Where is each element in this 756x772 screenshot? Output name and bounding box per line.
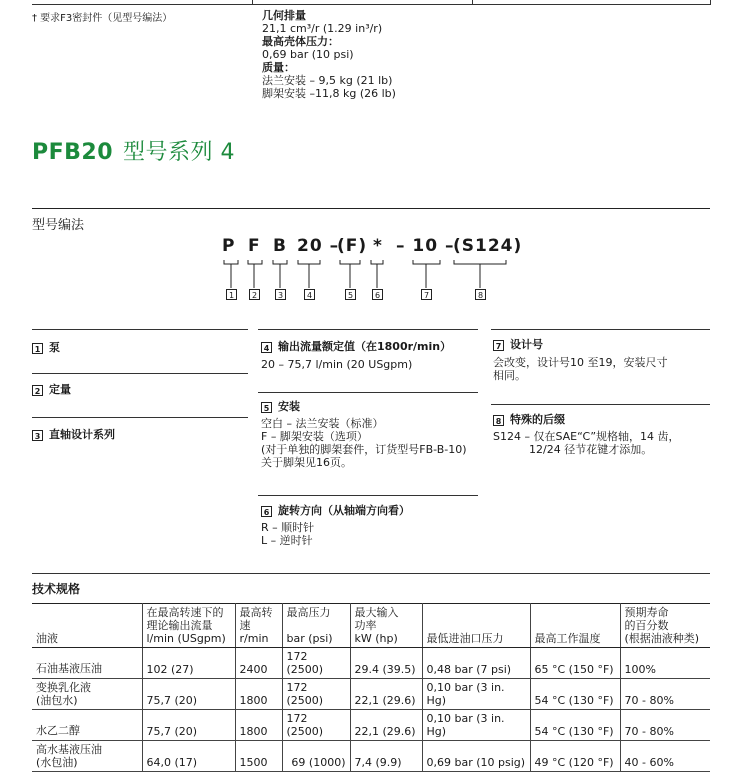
section-4-text: 20 – 75,7 l/min (20 USgpm): [261, 358, 413, 371]
code-box-8: 8: [475, 289, 486, 300]
cell-pressure: 172 (2500): [282, 710, 350, 741]
cell-inlet: 0,48 bar (7 psi): [422, 648, 530, 679]
section-2-title: 定量: [49, 383, 71, 396]
bracket-2: [248, 260, 262, 264]
code-box-3: 3: [275, 289, 286, 300]
cell-speed: 1800: [235, 679, 282, 710]
code-box-1: 1: [226, 289, 237, 300]
section-4: [261, 338, 451, 354]
table-row: [32, 648, 710, 679]
specs-rule: [32, 573, 710, 574]
specs-header-row: [32, 604, 710, 648]
section-5-title: 安装: [278, 400, 300, 413]
section-7-line-2: 相同。: [493, 369, 526, 382]
code-box-6: 6: [372, 289, 383, 300]
cell-power: 7,4 (9.9): [350, 741, 422, 772]
model-code-part-5: (F): [337, 236, 368, 256]
foot-mount-mass: 脚架安装 –11,8 kg (26 lb): [262, 87, 396, 100]
cell-inlet: 0,10 bar (3 in. Hg): [422, 679, 530, 710]
cell-fluid: 石油基液压油: [32, 648, 142, 679]
cell-inlet: 0,69 bar (10 psig): [422, 741, 530, 772]
section-8-number: 8: [493, 415, 504, 426]
section-6-number: 6: [261, 506, 272, 517]
section-5-number: 5: [261, 402, 272, 413]
section-2: [32, 381, 71, 397]
model-code-part-6: *: [373, 236, 383, 256]
explain-rule-left: [32, 329, 248, 330]
specs-table: [32, 603, 710, 772]
section-6: [261, 502, 410, 518]
cell-pressure: 172 (2500): [282, 648, 350, 679]
section-1-number: 1: [32, 343, 43, 354]
header-fluid: 油液: [32, 604, 142, 648]
section-5: [261, 398, 300, 414]
section-5-line-3: (对于单独的脚架套件，订货型号FB-B-10): [261, 443, 467, 456]
footnote: † 要求F3密封件（见型号编法）: [32, 13, 173, 24]
header-inlet-pressure: 最低进油口压力: [422, 604, 530, 648]
cell-speed: 1800: [235, 710, 282, 741]
header-speed: 最高转 速 r/min: [235, 604, 282, 648]
section-6-title: 旋转方向（从轴端方向看）: [278, 504, 410, 517]
cell-speed: 2400: [235, 648, 282, 679]
model-subtitle: 型号系列 4: [123, 140, 236, 165]
header-flow: 在最高转速下的 理论输出流量 l/min (USgpm): [142, 604, 235, 648]
header-power: 最大输入 功率 kW (hp): [350, 604, 422, 648]
section-5-line-2: F – 脚架安装（选项）: [261, 430, 368, 443]
model-code-part-1: P: [222, 236, 236, 256]
section-6-text: [261, 521, 314, 547]
cell-pressure: 69 (1000): [282, 741, 350, 772]
code-box-2: 2: [249, 289, 260, 300]
model-code-title: 型号编法: [32, 218, 85, 233]
max-case-pressure: 0,69 bar (10 psi): [262, 48, 354, 61]
section-5-text: [261, 417, 491, 469]
displacement: 21,1 cm³/r (1.29 in³/r): [262, 22, 383, 35]
header-pressure: 最高压力 bar (psi): [282, 604, 350, 648]
specs-title: 技术规格: [32, 582, 81, 596]
max-case-pressure-label: 最高壳体压力：: [262, 35, 339, 48]
table-row: [32, 710, 710, 741]
code-box-4: 4: [304, 289, 315, 300]
section-4-number: 4: [261, 342, 272, 353]
section-7-title: 设计号: [510, 338, 543, 351]
header-life: 预期寿命 的百分数 (根据油液种类): [620, 604, 710, 648]
section-7: [493, 336, 543, 352]
bracket-4: [298, 260, 320, 264]
section-1: [32, 339, 60, 355]
cell-life: 40 - 60%: [620, 741, 710, 772]
cell-inlet: 0,10 bar (3 in. Hg): [422, 710, 530, 741]
cell-life: 70 - 80%: [620, 710, 710, 741]
cell-temp: 54 °C (130 °F): [530, 679, 620, 710]
section-2-number: 2: [32, 385, 43, 396]
table-row: [32, 679, 710, 710]
cell-power: 29.4 (39.5): [350, 648, 422, 679]
section-4-rule: [258, 392, 478, 393]
flange-mount-mass: 法兰安装 – 9,5 kg (21 lb): [262, 74, 393, 87]
section-8-title: 特殊的后缀: [510, 413, 565, 426]
cell-fluid: 变换乳化液 (油包水): [32, 679, 142, 710]
section-3-title: 直轴设计系列: [49, 428, 115, 441]
bracket-7: [413, 260, 440, 264]
cell-temp: 54 °C (130 °F): [530, 710, 620, 741]
cell-fluid: 高水基液压油 (水包油): [32, 741, 142, 772]
cell-power: 22,1 (29.6): [350, 679, 422, 710]
cell-life: 70 - 80%: [620, 679, 710, 710]
code-box-5: 5: [345, 289, 356, 300]
section-6-line-1: R – 顺时针: [261, 521, 315, 534]
model-code-brackets: [0, 0, 756, 310]
section-8: [493, 411, 565, 427]
cell-power: 22,1 (29.6): [350, 710, 422, 741]
section-8-line-1: S124 – 仅在SAE“C”规格轴，14 齿，: [493, 430, 680, 443]
explain-rule-right: [491, 329, 710, 330]
cell-temp: 65 °C (150 °F): [530, 648, 620, 679]
model-code-part-2: F: [248, 236, 261, 256]
bracket-1: [224, 260, 238, 264]
cell-life: 100%: [620, 648, 710, 679]
cell-pressure: 172 (2500): [282, 679, 350, 710]
section-3-number: 3: [32, 430, 43, 441]
section-7-rule: [491, 404, 710, 405]
cell-fluid: 水乙二醇: [32, 710, 142, 741]
cell-flow: 75,7 (20): [142, 679, 235, 710]
cell-flow: 102 (27): [142, 648, 235, 679]
section-1-rule: [32, 373, 248, 374]
section-8-text: [493, 430, 708, 456]
header-max-temp: 最高工作温度: [530, 604, 620, 648]
section-6-line-2: L – 逆时针: [261, 534, 313, 547]
table-row: [32, 741, 710, 772]
geometry-title: 几何排量: [262, 9, 306, 22]
code-box-7: 7: [421, 289, 432, 300]
cell-temp: 49 °C (120 °F): [530, 741, 620, 772]
bracket-6: [371, 260, 383, 264]
section-8-line-2: 12/24 径节花键才添加。: [529, 443, 653, 456]
model-code-part-3: B: [273, 236, 287, 256]
bracket-5: [340, 260, 360, 264]
section-7-text: [493, 356, 708, 382]
model-code-part-8: (S124): [453, 236, 523, 256]
section-5-line-4: 关于脚架见16页。: [261, 456, 352, 469]
section-7-number: 7: [493, 340, 504, 351]
bracket-8: [454, 260, 506, 264]
cell-flow: 64,0 (17): [142, 741, 235, 772]
section-5-line-1: 空白 – 法兰安装（标准）: [261, 417, 384, 430]
section-7-line-1: 会改变，设计号10 至19，安装尺寸: [493, 356, 668, 369]
section-1-title: 泵: [49, 341, 60, 354]
mass-label: 质量：: [262, 61, 295, 74]
cell-speed: 1500: [235, 741, 282, 772]
section-4-title: 输出流量额定值（在1800r/min）: [278, 340, 452, 353]
section-5-rule: [258, 495, 478, 496]
section-3: [32, 426, 115, 442]
model-code-part-7: – 10 –: [396, 236, 455, 256]
explain-rule-mid: [258, 329, 478, 330]
bracket-3: [273, 260, 287, 264]
model-code-part-4: 20 –: [297, 236, 340, 256]
model-title: PFB20: [32, 140, 114, 165]
cell-flow: 75,7 (20): [142, 710, 235, 741]
section-2-rule: [32, 417, 248, 418]
